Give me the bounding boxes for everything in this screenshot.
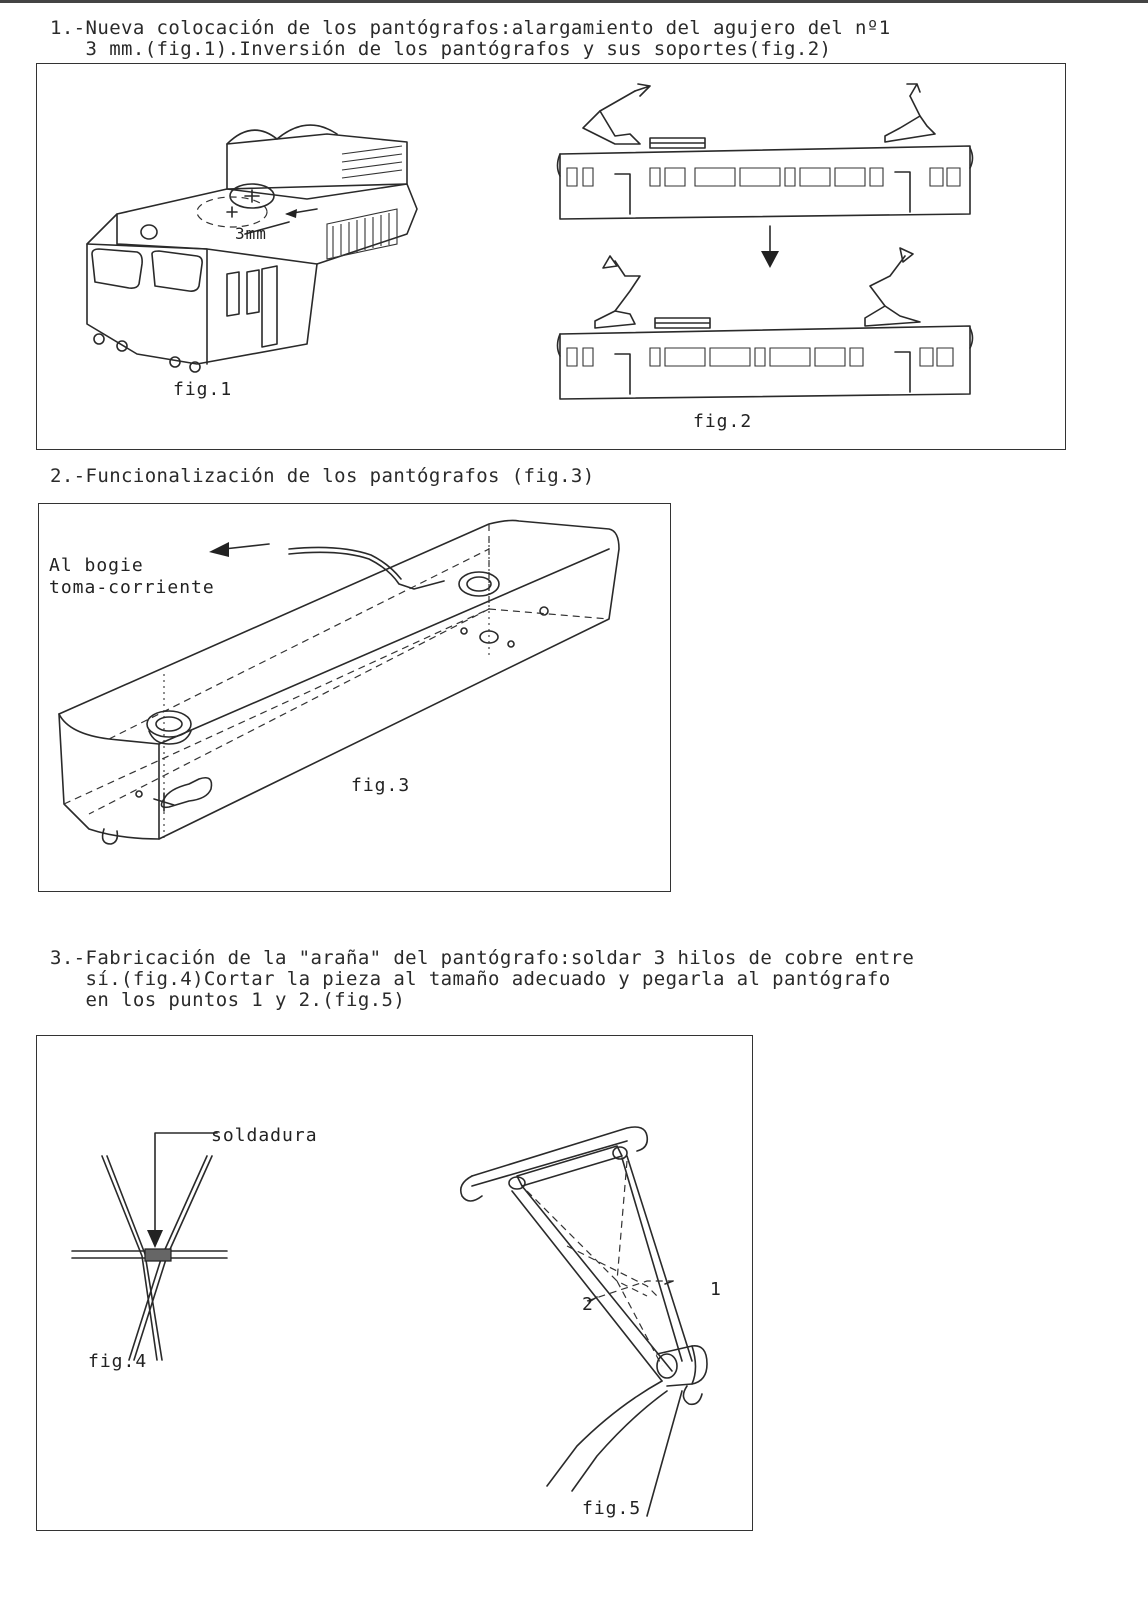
fig5-caption: fig.5 [582,1498,642,1519]
fig4-label: soldadura [211,1125,318,1146]
section-1-line-1: 1.-Nueva colocación de los pantógrafos:alargamiento del agujero del nº1 [50,17,891,39]
fig5-point-1: 1 [710,1279,722,1300]
fig2-train-after [558,248,973,399]
fig3-label-line-1: Al bogie [49,555,144,576]
section-3-text [50,948,914,1011]
figure-box-1 [36,63,1066,450]
fig3-label-line-2: toma-corriente [49,577,215,598]
section-3-line-1: 3.-Fabricación de la "araña" del pantógrafo:soldar 3 hilos de cobre entre [50,947,915,969]
section-2-line-1: 2.-Funcionalización de los pantógrafos (fig.3) [50,465,595,487]
fig4-caption: fig.4 [88,1351,148,1372]
section-3-line-3: en los puntos 1 y 2.(fig.5) [50,989,406,1011]
fig2-caption: fig.2 [693,411,753,432]
fig3-body-drawing [49,509,649,879]
section-2-text [50,466,595,487]
fig2-train-before [558,84,973,219]
fig2-train-drawing [555,76,995,406]
fig1-locomotive-drawing [77,114,437,414]
fig1-caption: fig.1 [173,379,233,400]
fig5-pantograph-drawing [417,1106,717,1516]
fig1-dimension-label: 3mm [235,224,267,243]
scan-top-edge [0,0,1148,3]
section-1-text [50,18,891,60]
figure-box-2 [38,503,671,892]
figure-box-3 [36,1035,753,1531]
fig5-point-2: 2 [582,1294,594,1315]
fig3-caption: fig.3 [351,775,411,796]
section-1-line-2: 3 mm.(fig.1).Inversión de los pantógrafos y sus soportes(fig.2) [50,38,832,60]
section-3-line-2: sí.(fig.4)Cortar la pieza al tamaño adecuado y pegarla al pantógrafo [50,968,891,990]
